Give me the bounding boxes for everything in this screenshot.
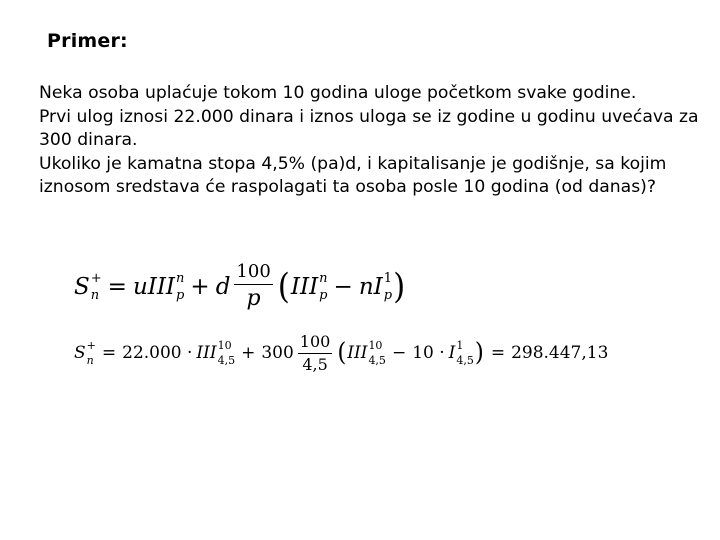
- formula2-rparen: ): [474, 338, 484, 368]
- general-formula: [74, 262, 406, 311]
- formula1-lhs: S + n: [74, 270, 102, 303]
- formula2-term1: III 10 4,5: [196, 339, 236, 368]
- formula1-term4: nI 1 p: [358, 270, 393, 303]
- formula1-fraction: $\frac{100}{p}$: [236, 261, 271, 312]
- formula2-equals: =: [101, 343, 117, 364]
- formula2-minus: −: [391, 343, 407, 364]
- formula1-term3: III n p: [290, 270, 328, 303]
- formula2-coef3: 10 ·: [412, 343, 445, 364]
- formula1-plus: +: [190, 273, 210, 300]
- formula2-lhs: S + n: [74, 339, 96, 368]
- formula2-term4: I 1 4,5: [448, 339, 474, 368]
- formula1-rparen: ): [393, 266, 406, 307]
- numeric-formula: [74, 333, 608, 373]
- formula1-minus: −: [333, 273, 353, 300]
- formula2-coef1: 22.000 ·: [122, 343, 193, 364]
- paragraph-1: Neka osoba uplaćuje tokom 10 godina uloge početkom svake godine.: [39, 83, 637, 103]
- slide-title: Primer:: [47, 30, 128, 52]
- formula1-d: d: [215, 273, 231, 300]
- formula2-lparen: (: [337, 338, 347, 368]
- formula1-equals: =: [107, 273, 127, 300]
- formula2-fraction: $\frac{100}{4,5}$: [299, 332, 331, 374]
- paragraph-2: Prvi ulog iznosi 22.000 dinara i iznos uloga se iz godine u godinu uvećava za 300 dinara.: [39, 106, 699, 150]
- formula1-term1: uIII n p: [132, 270, 185, 303]
- paragraph-3: Ukoliko je kamatna stopa 4,5% (pa)d, i kapitalisanje je godišnje, sa kojim iznosom sredstava će raspolagati ta osoba posle 10 godina (od danas)?: [39, 153, 667, 197]
- problem-text: [39, 82, 709, 200]
- formula2-term3: III 10 4,5: [347, 339, 386, 368]
- formula2-plus: +: [241, 343, 256, 364]
- formula2-coef2: 300: [261, 343, 294, 364]
- formula2-equals-result: =: [490, 343, 506, 364]
- formula1-lparen: (: [277, 266, 290, 307]
- formula2-result: 298.447,13: [511, 343, 609, 364]
